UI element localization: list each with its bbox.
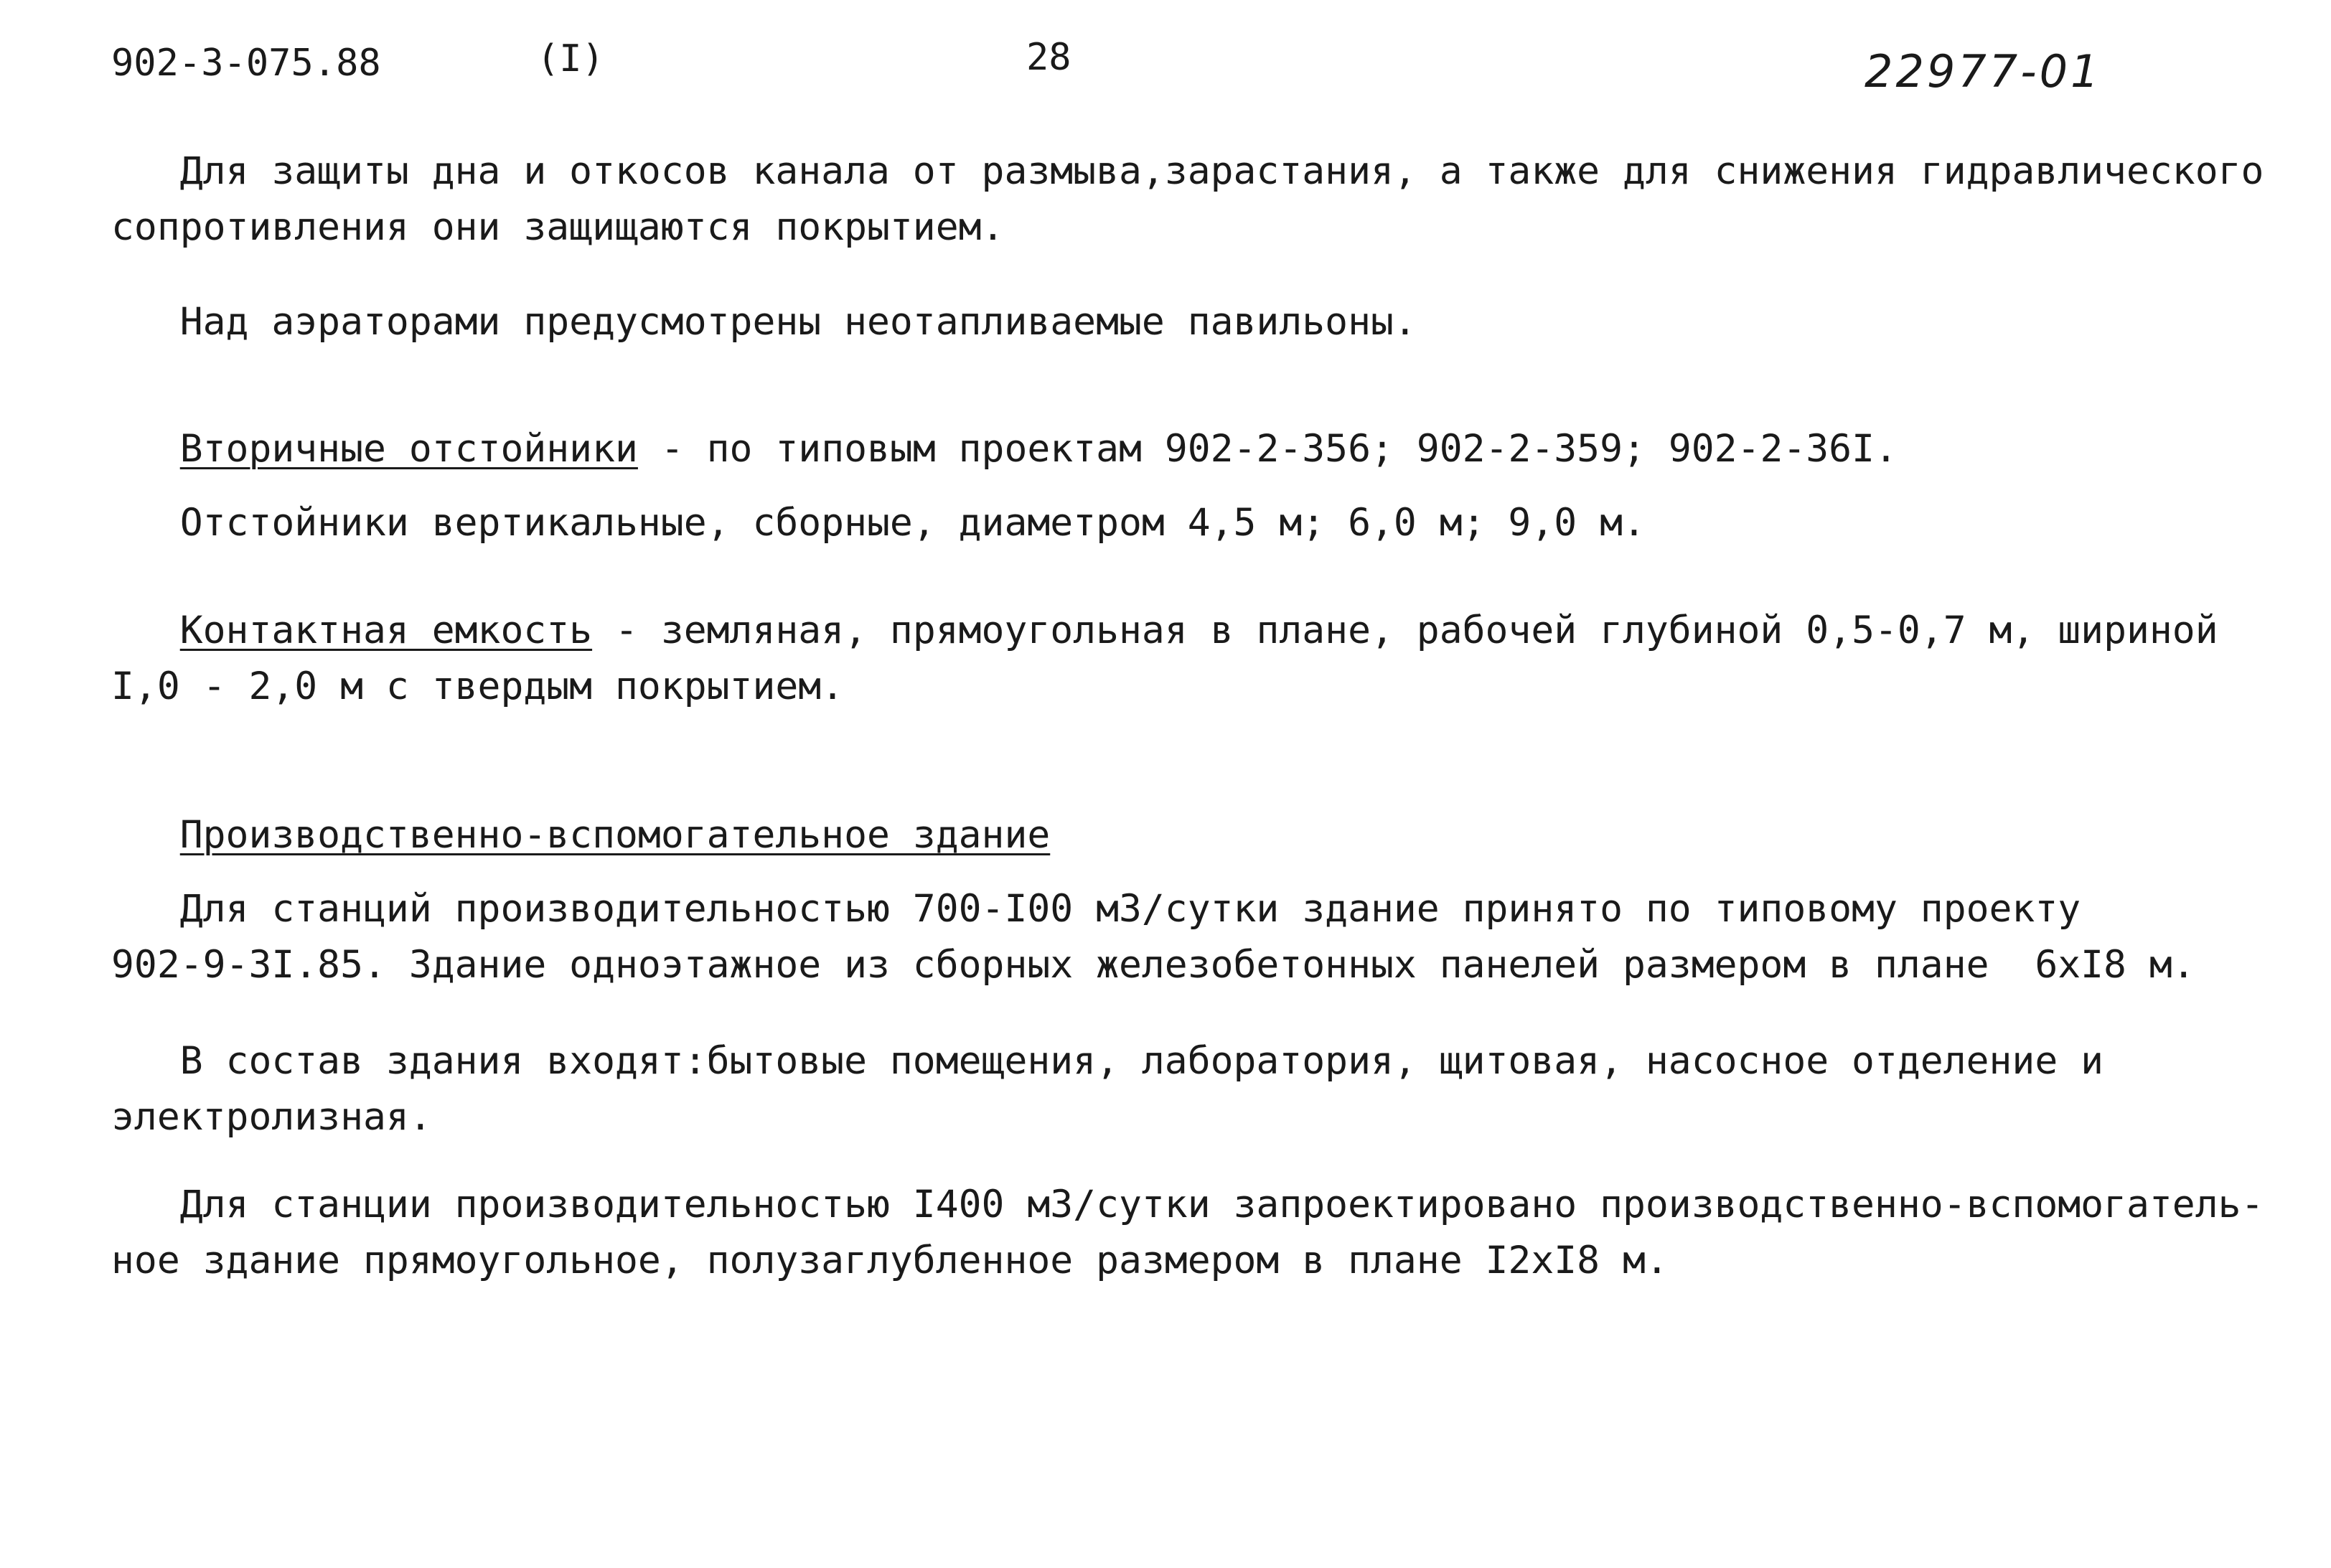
paragraph-channel-protection <box>111 144 2264 255</box>
text-line: 902-9-3I.85. Здание одноэтажное из сборных железобетонных панелей размером в плане 6хI8 м. <box>111 943 2195 987</box>
text-line: Отстойники вертикальные, сборные, диаметром 4,5 м; 6,0 м; 9,0 м. <box>111 501 1646 545</box>
section-heading-contact-tank: Контактная емкость <box>179 609 593 652</box>
paragraph-building-heading <box>111 807 2236 863</box>
paragraph-secondary-settlers <box>111 421 2236 477</box>
paragraph-building-large-station <box>111 1177 2264 1289</box>
section-heading-building: Производственно-вспомогательное здание <box>179 813 1051 857</box>
paragraph-settler-dimensions <box>111 495 2236 551</box>
text-line: сопротивления они защищаются покрытием. <box>111 205 1005 249</box>
paragraph-building-composition <box>111 1033 2236 1145</box>
text-line: Для защиты дна и откосов канала от размыва,зарастания, а также для снижения гидравлического <box>111 149 2264 193</box>
part-number: (I) <box>537 37 604 80</box>
text-line: Для станции производительностью I400 м3/сутки запроектировано производственно-вспомогатель- <box>111 1183 2264 1226</box>
text-line: - земляная, прямоугольная в плане, рабочей глубиной 0,5-0,7 м, шириной <box>592 609 2218 652</box>
page-number: 28 <box>1026 36 1071 79</box>
paragraph-aerator-pavilions <box>111 294 2236 350</box>
text-line: I,0 - 2,0 м с твердым покрытием. <box>111 665 845 708</box>
document-code: 902-3-075.88 <box>111 42 381 85</box>
text-line: Над аэраторами предусмотрены неотапливаемые павильоны. <box>111 300 1417 344</box>
inventory-number: 22977-01 <box>1865 45 2102 98</box>
section-heading-secondary-settlers: Вторичные отстойники <box>179 427 638 471</box>
paragraph-contact-tank <box>111 603 2236 715</box>
text-line: В состав здания входят:бытовые помещения, лаборатория, щитовая, насосное отделение и <box>111 1039 2104 1083</box>
text-line: Для станций производительностью 700-I00 м3/сутки здание принято по типовому проекту <box>111 887 2081 931</box>
paragraph-building-small-stations <box>111 881 2236 993</box>
text-line: ное здание прямоугольное, полузаглубленное размером в плане I2хI8 м. <box>111 1239 1669 1282</box>
text-line: электролизная. <box>111 1095 432 1139</box>
text-line: - по типовым проектам 902-2-356; 902-2-359; 902-2-36I. <box>637 427 1898 471</box>
